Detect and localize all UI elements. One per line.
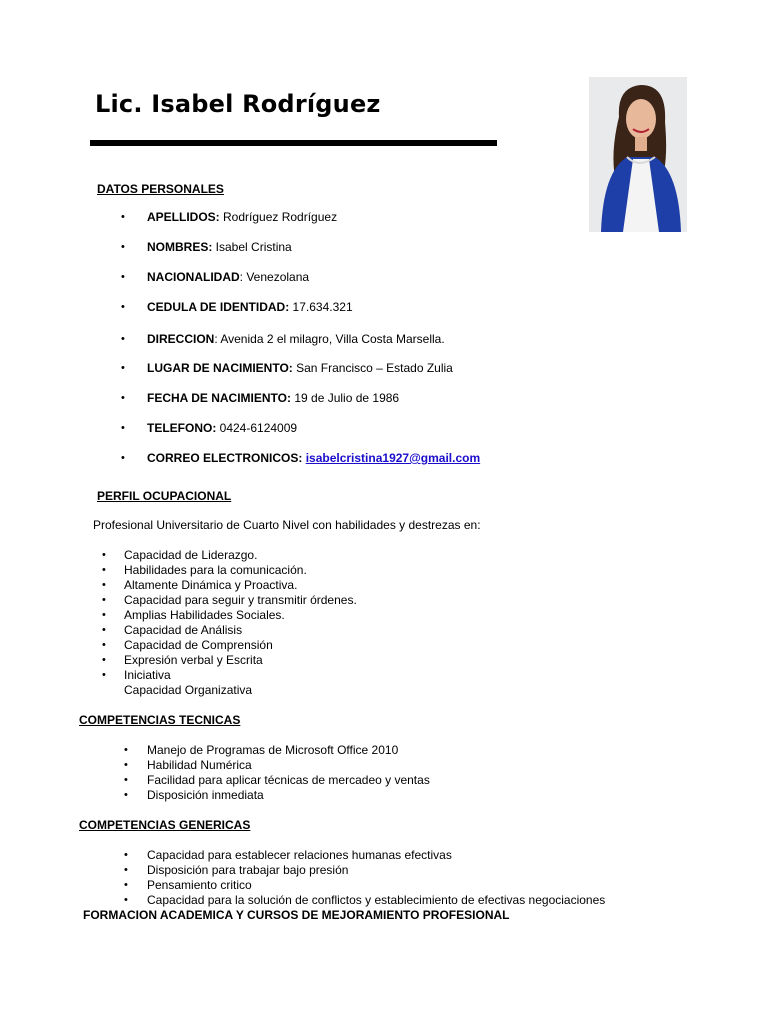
bullet-icon: • (121, 271, 125, 283)
personal-item-nombres: • NOMBRES: Isabel Cristina (121, 240, 292, 254)
profile-photo (589, 77, 687, 232)
bullet-icon: • (124, 879, 128, 891)
personal-item-telefono: • TELEFONO: 0424-6124009 (121, 421, 298, 435)
personal-item-apellidos: • APELLIDOS: Rodríguez Rodríguez (121, 210, 338, 224)
personal-item-correo: • CORREO ELECTRONICOS: isabelcristina1927@gmail.com (121, 451, 481, 465)
personal-item-nacionalidad: • NACIONALIDAD: Venezolana (121, 270, 310, 284)
bullet-icon: • (102, 549, 106, 561)
bullet-icon: • (124, 759, 128, 771)
bullet-icon: • (121, 422, 125, 434)
bullet-icon: • (102, 594, 106, 606)
bullet-icon: • (121, 333, 125, 345)
bullet-icon: • (124, 774, 128, 786)
formacion-heading: FORMACION ACADEMICA Y CURSOS DE MEJORAMIENTO PROFESIONAL (83, 908, 510, 922)
bullet-icon: • (124, 894, 128, 906)
bullet-icon: • (102, 669, 106, 681)
bullet-icon: • (121, 452, 125, 464)
bullet-icon: • (124, 744, 128, 756)
personal-item-direccion: • DIRECCION: Avenida 2 el milagro, Villa Costa Marsella. (121, 332, 445, 346)
datos-personales-heading: DATOS PERSONALES (97, 182, 224, 196)
perfil-ocupacional-heading: PERFIL OCUPACIONAL (97, 489, 232, 503)
bullet-icon: • (124, 789, 128, 801)
bullet-icon: • (102, 564, 106, 576)
personal-item-cedula: • CEDULA DE IDENTIDAD: 17.634.321 (121, 300, 353, 314)
bullet-icon: • (121, 362, 125, 374)
bullet-icon: • (102, 624, 106, 636)
email-link[interactable]: isabelcristina1927@gmail.com (305, 451, 481, 465)
title-underline-rule (90, 140, 497, 146)
personal-item-lugar-nacimiento: • LUGAR DE NACIMIENTO: San Francisco – Estado Zulia (121, 361, 453, 375)
bullet-icon: • (121, 241, 125, 253)
bullet-icon: • (124, 864, 128, 876)
bullet-icon: • (102, 654, 106, 666)
resume-name: Lic. Isabel Rodríguez (95, 90, 381, 118)
perfil-intro: Profesional Universitario de Cuarto Nivel con habilidades y destrezas en: (93, 518, 481, 532)
personal-item-fecha-nacimiento: • FECHA DE NACIMIENTO: 19 de Julio de 1986 (121, 391, 400, 405)
bullet-icon: • (102, 579, 106, 591)
competencias-tecnicas-heading: COMPETENCIAS TECNICAS (79, 713, 241, 727)
bullet-icon: • (121, 301, 125, 313)
bullet-icon: • (102, 639, 106, 651)
bullet-icon: • (121, 211, 125, 223)
bullet-icon: • (121, 392, 125, 404)
bullet-icon: • (124, 849, 128, 861)
competencias-genericas-heading: COMPETENCIAS GENERICAS (79, 818, 251, 832)
bullet-icon: • (102, 609, 106, 621)
